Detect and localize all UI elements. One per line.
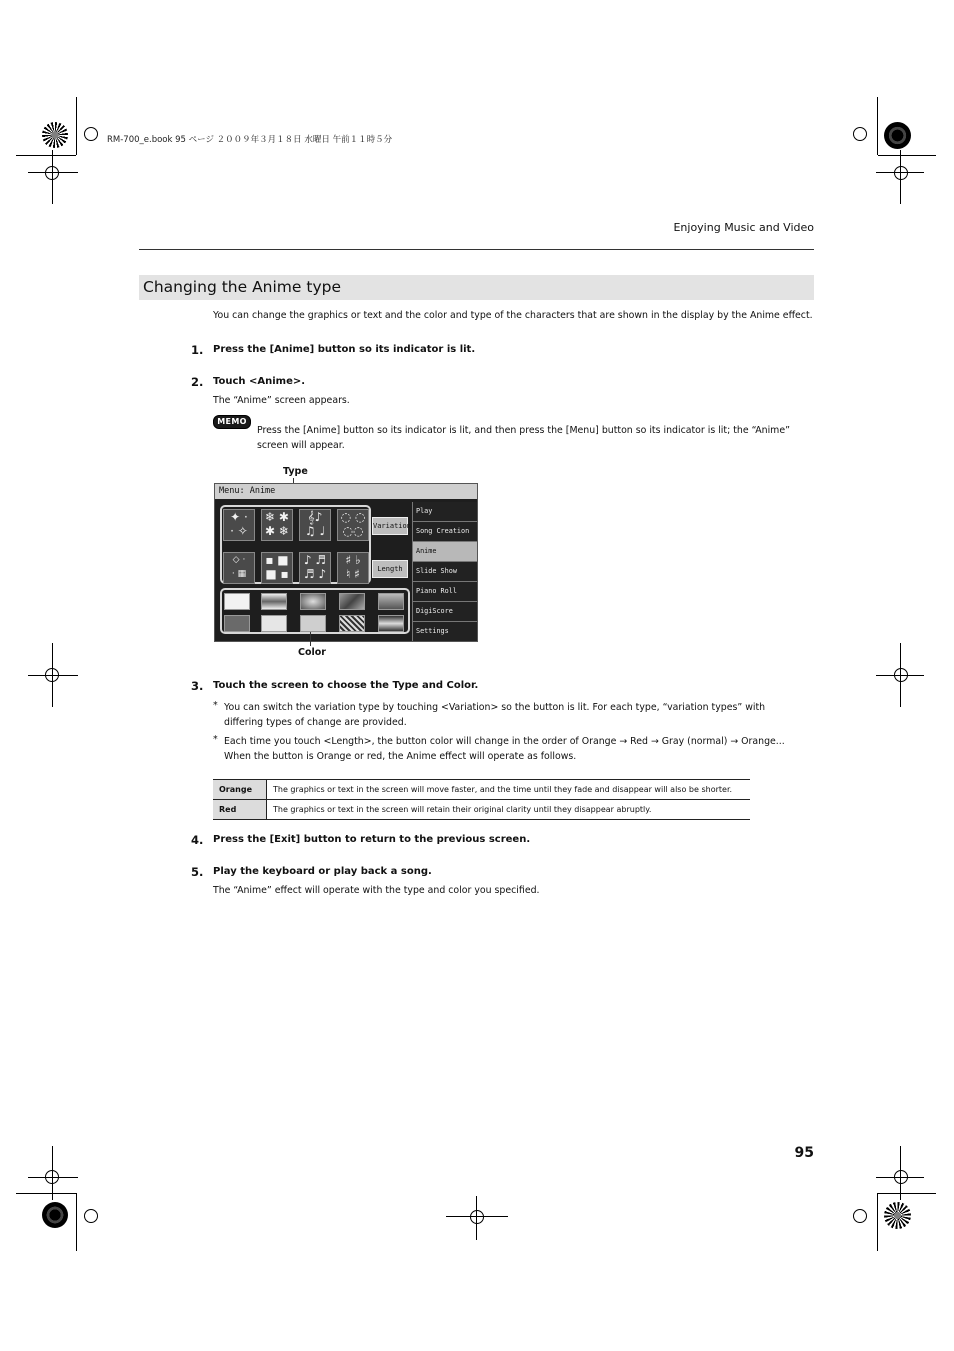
- crosshair-icon: [470, 1210, 484, 1224]
- memo-text: Press the [Anime] button so its indicator is lit, and then press the [Menu] button so its indicator is lit; the “Anime” screen will appear.: [257, 425, 790, 451]
- step-text: Press the [Exit] button to return to the previous screen.: [213, 834, 531, 845]
- music-note-icon: 𝄞♪ ♫ ♩: [304, 510, 326, 538]
- color-swatch-pattern[interactable]: [339, 615, 365, 632]
- step-number: 1.: [191, 343, 204, 357]
- crosshair-icon: [45, 166, 59, 180]
- type-tile-snow[interactable]: [261, 509, 293, 541]
- crosshair-icon: [894, 668, 908, 682]
- crosshair-icon: [45, 1170, 59, 1184]
- table-cell-color: Orange: [213, 780, 267, 800]
- callout-color-leader: [310, 632, 311, 646]
- registration-target-icon: [884, 122, 911, 149]
- menu-item-slide-show[interactable]: Slide Show: [413, 562, 477, 582]
- step-number: 4.: [191, 833, 204, 847]
- crosshair-icon: [84, 1209, 98, 1223]
- side-menu: [412, 502, 477, 641]
- registration-target-icon: [42, 1202, 68, 1228]
- color-swatch-steel[interactable]: [378, 593, 404, 610]
- callout-type-label: Type: [283, 466, 308, 477]
- anime-screen: [214, 483, 478, 642]
- color-swatch-light[interactable]: [261, 615, 287, 632]
- type-tile-chords[interactable]: [337, 552, 369, 584]
- chord-icon: ♯ ♭ ♮ ♯: [345, 553, 361, 581]
- type-tile-notes[interactable]: [299, 552, 331, 584]
- bubbles-icon: ◌ ◌ ◌◌: [340, 510, 366, 538]
- table-row: [213, 780, 750, 800]
- crosshair-icon: [894, 1170, 908, 1184]
- length-button[interactable]: Length: [372, 560, 408, 578]
- crosshair-icon: [894, 166, 908, 180]
- menu-item-anime[interactable]: Anime: [413, 542, 477, 562]
- print-header: RM-700_e.book 95 ページ ２００９年３月１８日 水曜日 午前１１時５分: [107, 135, 393, 145]
- step-text: Touch the screen to choose the Type and Color.: [213, 680, 479, 691]
- snowflake-icon: ❄ ✱ ✱ ❄: [265, 510, 289, 538]
- table-cell-desc: The graphics or text in the screen will move faster, and the time until they fade and disappear will also be shorter.: [267, 780, 751, 800]
- type-tile-sparkle[interactable]: [223, 509, 255, 541]
- step-text: Play the keyboard or play back a song.: [213, 866, 432, 877]
- type-tile-music[interactable]: [299, 509, 331, 541]
- color-swatch-dark[interactable]: [378, 615, 404, 632]
- type-tile-bubbles[interactable]: [337, 509, 369, 541]
- table-cell-desc: The graphics or text in the screen will retain their original clarity until they disappear abruptly.: [267, 800, 751, 820]
- kanji-icon: ◇ · · ▦: [231, 555, 247, 579]
- type-tile-blocks[interactable]: [261, 552, 293, 584]
- crosshair-icon: [853, 127, 867, 141]
- step-number: 5.: [191, 865, 204, 879]
- section-heading-bar: [139, 275, 814, 300]
- color-swatch-mist[interactable]: [300, 593, 326, 610]
- variation-button[interactable]: Variation: [372, 517, 408, 535]
- header-rule: [139, 249, 814, 250]
- step-text: Press the [Anime] button so its indicator is lit.: [213, 344, 476, 355]
- menu-item-piano-roll[interactable]: Piano Roll: [413, 582, 477, 602]
- menu-item-digiscore[interactable]: DigiScore: [413, 602, 477, 622]
- length-effects-table: [213, 779, 750, 820]
- color-swatch-marble[interactable]: [339, 593, 365, 610]
- table-row: [213, 800, 750, 820]
- type-tile-kanji[interactable]: [223, 552, 255, 584]
- memo-badge: MEMO: [213, 415, 251, 429]
- menu-item-settings[interactable]: Settings: [413, 622, 477, 641]
- menu-item-play[interactable]: Play: [413, 502, 477, 522]
- step-result: The “Anime” effect will operate with the type and color you specified.: [213, 885, 540, 896]
- step-number: 2.: [191, 375, 204, 389]
- step-number: 3.: [191, 679, 204, 693]
- crosshair-icon: [84, 127, 98, 141]
- table-cell-color: Red: [213, 800, 267, 820]
- note-variation: You can switch the variation type by touching <Variation> so the button is lit. For each type, “variation types” with differing types of change are provided.: [224, 702, 766, 728]
- crosshair-icon: [853, 1209, 867, 1223]
- menu-item-song-creation[interactable]: Song Creation: [413, 522, 477, 542]
- sparkle-icon: ✦ · · ✧: [230, 510, 248, 538]
- running-header: Enjoying Music and Video: [673, 221, 814, 234]
- intro-paragraph: You can change the graphics or text and the color and type of the characters that are shown in the display by the Anime effect.: [213, 310, 813, 321]
- screen-title: Menu: Anime: [215, 484, 477, 499]
- color-swatch-chrome[interactable]: [261, 593, 287, 610]
- blocks-icon: ▪ ■ ■ ▪: [265, 553, 289, 581]
- step-result: The “Anime” screen appears.: [213, 395, 350, 406]
- color-swatch-gray[interactable]: [224, 615, 250, 632]
- notes-icon: ♪ ♬ ♬ ♪: [303, 553, 327, 581]
- note-length: Each time you touch <Length>, the button color will change in the order of Orange → Red → Gray (normal) → Orange...: [224, 736, 785, 747]
- registration-target-icon: [42, 122, 68, 148]
- note-marker: *: [213, 700, 218, 711]
- callout-color-label: Color: [298, 647, 326, 658]
- color-swatch-white[interactable]: [224, 593, 250, 610]
- color-swatch-silver[interactable]: [300, 615, 326, 632]
- crosshair-icon: [45, 668, 59, 682]
- section-title: Changing the Anime type: [143, 278, 341, 296]
- registration-target-icon: [884, 1202, 911, 1229]
- page-number: 95: [794, 1145, 814, 1161]
- note-marker: *: [213, 734, 218, 745]
- note-length-continued: When the button is Orange or red, the Anime effect will operate as follows.: [224, 751, 577, 762]
- step-text: Touch <Anime>.: [213, 376, 306, 387]
